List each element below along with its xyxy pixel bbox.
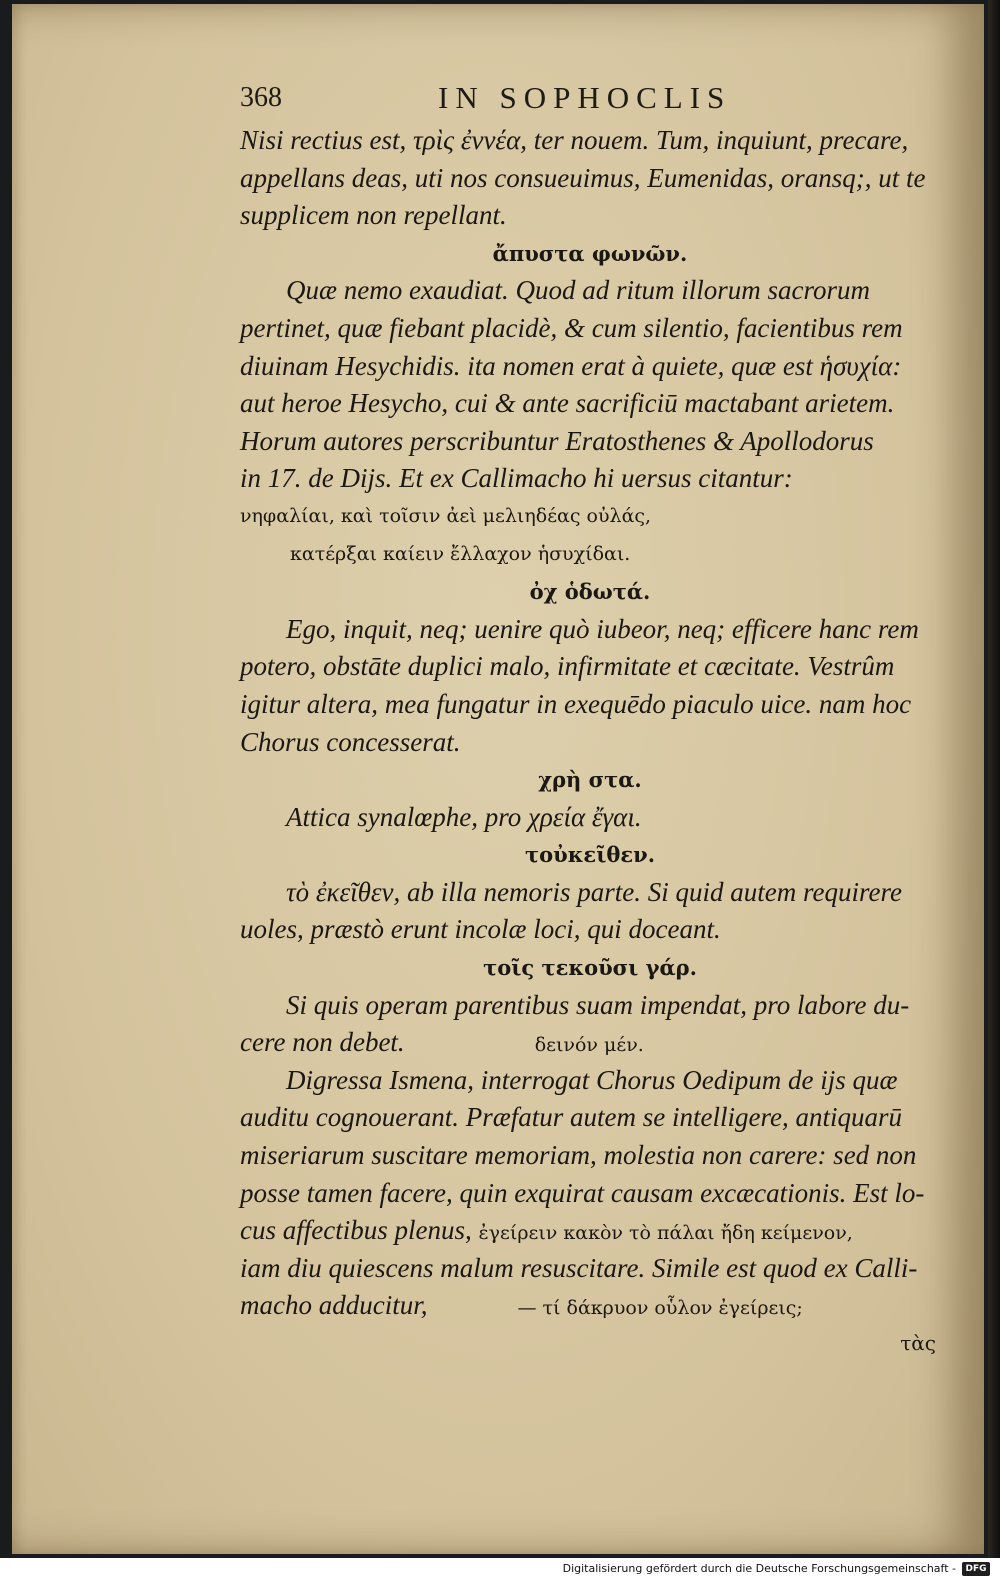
- text-line: in 17. de Dijs. Et ex Callimacho hi uersus citantur:: [240, 463, 793, 494]
- page-body: [240, 122, 940, 1363]
- text-line: Ego, inquit, neq; uenire quò iubeor, neq; efficere hanc rem: [286, 613, 919, 644]
- book-spine-shadow: [988, 0, 1000, 1558]
- text-line: potero, obstāte duplici malo, infirmitate et cæcitate. Vestrûm: [240, 651, 895, 682]
- greek-quote: — τί δάκρυον οὗλον ἐγείρεις;: [517, 1297, 803, 1320]
- greek-lemma: ἄπυστα φωνῶν.: [492, 240, 688, 266]
- text-line: Attica synalœphe, pro χρεία ἔγαι.: [286, 801, 642, 832]
- text-line: igitur altera, mea fungatur in exequēdo piaculo uice. nam hoc: [240, 688, 912, 719]
- text-line: appellans deas, uti nos consueuimus, Eumenidas, oransq;, ut te: [240, 162, 926, 193]
- text-line: pertinet, quæ fiebant placidè, & cum silentio, facientibus rem: [240, 312, 903, 343]
- text-line: supplicem non repellant.: [240, 200, 507, 231]
- funding-credit: Digitalisierung gefördert durch die Deutsche Forschungsgemeinschaft -: [562, 1562, 956, 1575]
- greek-inline: ἐγείρειν κακὸν τὸ πάλαι ἤδη κείμενον,: [478, 1222, 853, 1245]
- text-line: τὸ ἐκεῖθεν, ab illa nemoris parte. Si quid autem requirere: [286, 876, 902, 907]
- page-header: [228, 76, 968, 122]
- text-segment: macho adducitur,: [240, 1290, 428, 1321]
- footer-bar: [0, 1558, 1000, 1582]
- text-line: [240, 1287, 940, 1325]
- text-line: Quæ nemo exaudiat. Quod ad ritum illorum sacrorum: [286, 275, 870, 306]
- text-line: [240, 1212, 940, 1250]
- text-line: iam diu quiescens malum resuscitare. Simile est quod ex Calli-: [240, 1252, 918, 1283]
- text-line: [240, 1024, 940, 1062]
- text-line: Chorus concesserat.: [240, 726, 461, 757]
- greek-lemma-inline: δεινόν μέν.: [534, 1034, 644, 1057]
- text-line: aut heroe Hesycho, cui & ante sacrificiū mactabant arietem.: [240, 388, 895, 419]
- running-head: IN SOPHOCLIS: [438, 80, 732, 115]
- text-line: auditu cognouerant. Præfatur autem se intelligere, antiquarū: [240, 1102, 902, 1133]
- text-segment: cere non debet.: [240, 1027, 405, 1058]
- greek-verse: κατέρξαι καίειν ἔλλαχον ἡσυχίδαι.: [290, 542, 631, 565]
- greek-lemma: τοὐκεῖθεν.: [524, 842, 656, 868]
- catchword: τὰς: [900, 1331, 936, 1355]
- greek-lemma: χρὴ στα.: [538, 767, 642, 793]
- dfg-logo-icon: DFG: [962, 1562, 990, 1576]
- text-line: Digressa Ismena, interrogat Chorus Oedipum de ijs quæ: [286, 1064, 898, 1095]
- greek-lemma: ὀχ ὁδωτά.: [529, 579, 651, 605]
- text-line: miseriarum suscitare memoriam, molestia non carere: sed non: [240, 1140, 917, 1171]
- text-line: Horum autores perscribuntur Eratosthenes & Apollodorus: [240, 425, 874, 456]
- greek-verse: νηφαλίαι, καὶ τοῖσιν ἀεὶ μελιηδέας οὐλάς,: [240, 504, 652, 527]
- text-segment: cus affectibus plenus,: [240, 1215, 472, 1246]
- text-line: uoles, præstò erunt incolæ loci, qui doceant.: [240, 914, 721, 945]
- text-line: Nisi rectius est, τρὶς ἐννέα, ter nouem. Tum, inquiunt, precare,: [240, 125, 909, 155]
- text-line: diuinam Hesychidis. ita nomen erat à quiete, quæ est ἡσυχία:: [240, 350, 902, 381]
- greek-lemma: τοῖς τεκοῦσι γάρ.: [483, 955, 697, 981]
- text-line: Si quis operam parentibus suam impendat, pro labore du-: [286, 989, 910, 1020]
- page-number: 368: [240, 82, 282, 113]
- text-line: posse tamen facere, quin exquirat causam excæcationis. Est lo-: [240, 1177, 925, 1208]
